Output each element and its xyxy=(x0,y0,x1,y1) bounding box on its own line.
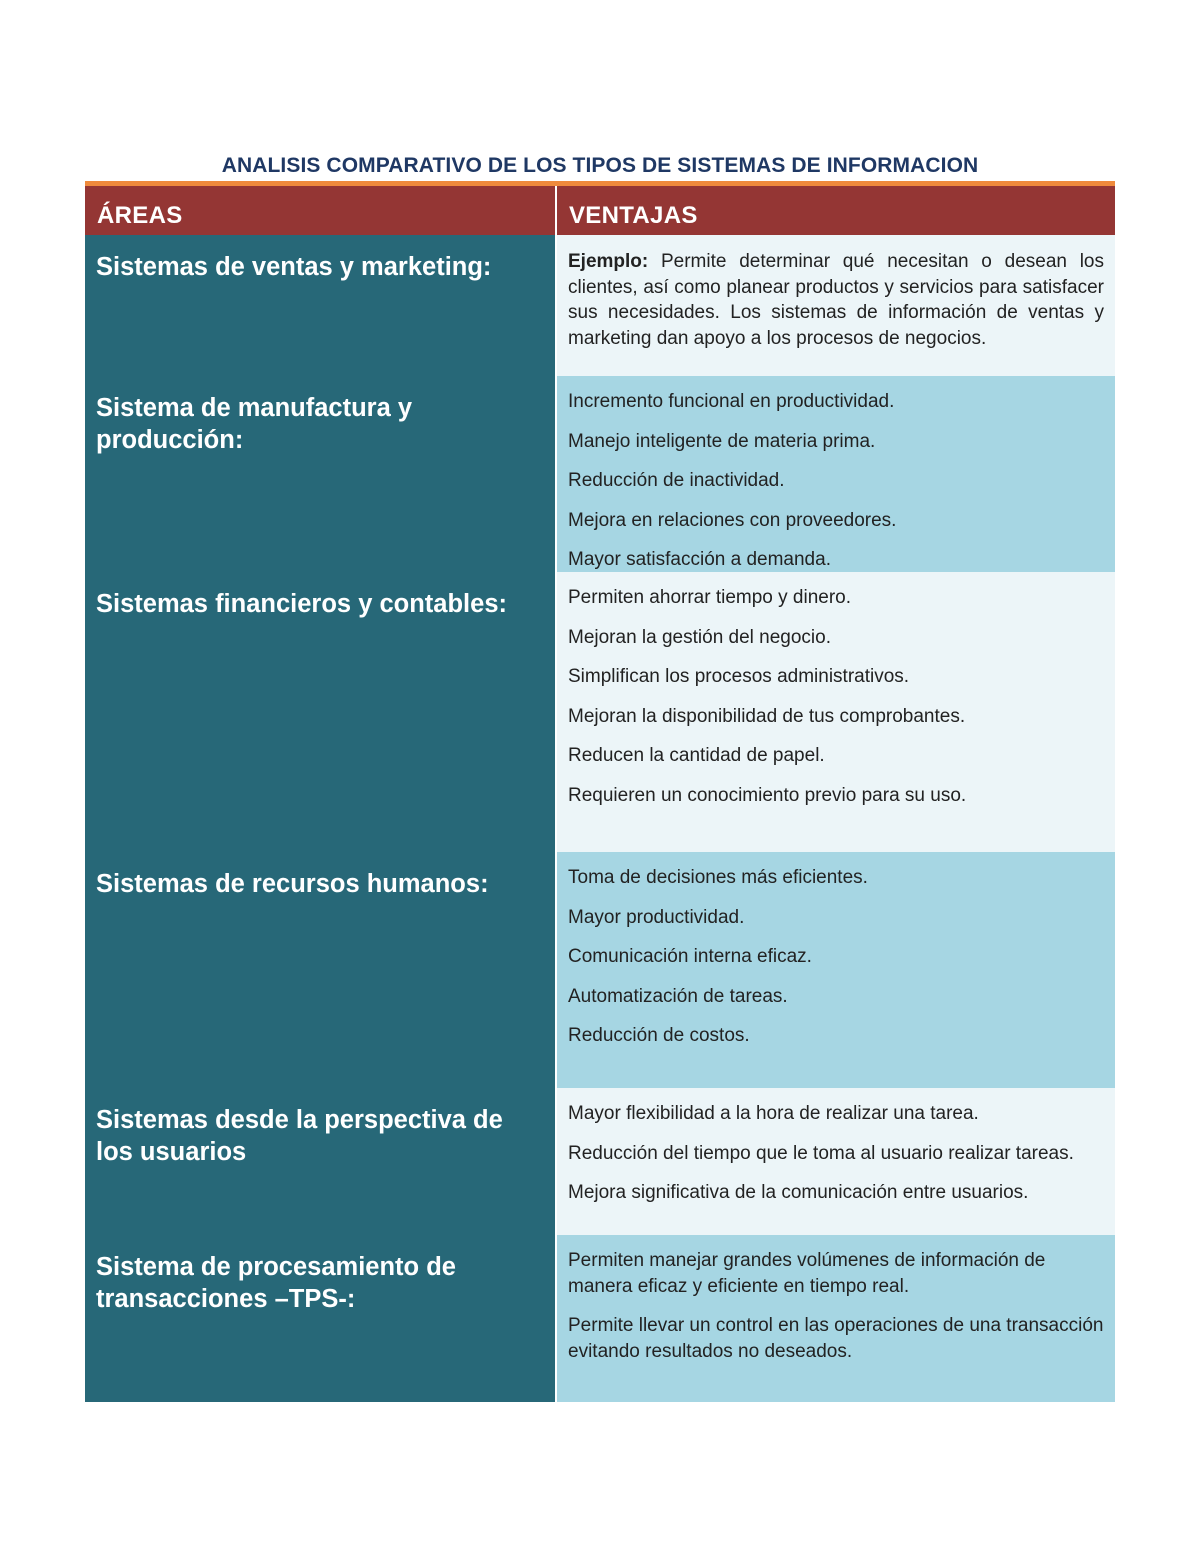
advantage-item: Mayor flexibilidad a la hora de realizar una tarea. xyxy=(568,1103,979,1124)
advantage-item: Toma de decisiones más eficientes. xyxy=(568,867,868,888)
area-cell: Sistemas financieros y contables: xyxy=(85,572,557,852)
document-title: ANALISIS COMPARATIVO DE LOS TIPOS DE SISTEMAS DE INFORMACION xyxy=(221,154,979,177)
advantages-cell xyxy=(557,1235,1115,1402)
advantage-item: Mayor productividad. xyxy=(568,906,745,928)
header-ventajas: VENTAJAS xyxy=(569,202,698,229)
advantage-item: Mejora en relaciones con proveedores. xyxy=(568,509,897,531)
advantage-item: Reducción del tiempo que le toma al usuario realizar tareas. xyxy=(568,1142,1074,1164)
example-paragraph xyxy=(568,249,1104,351)
area-cell: Sistema de procesamiento de transacciones –TPS-: xyxy=(85,1235,557,1402)
advantage-item: Mayor satisfacción a demanda. xyxy=(568,549,831,570)
area-cell: Sistemas de recursos humanos: xyxy=(85,852,557,1088)
advantage-item: Mejoran la disponibilidad de tus comprobantes. xyxy=(568,705,966,727)
area-cell: Sistemas desde la perspectiva de los usuarios xyxy=(85,1088,557,1235)
header-areas: ÁREAS xyxy=(85,186,557,235)
advantage-item: Permiten manejar grandes volúmenes de información de manera eficaz y eficiente en tiempo real. xyxy=(568,1250,1046,1297)
advantage-item: Automatización de tareas. xyxy=(568,985,788,1007)
advantage-item: Comunicación interna eficaz. xyxy=(568,946,812,967)
advantages-cell xyxy=(557,235,1115,376)
advantage-item: Requieren un conocimiento previo para su uso. xyxy=(568,784,967,806)
area-cell: Sistemas de ventas y marketing: xyxy=(85,235,557,376)
advantage-item: Reducción de inactividad. xyxy=(568,470,785,491)
advantage-item: Permiten ahorrar tiempo y dinero. xyxy=(568,587,852,608)
advantage-item: Permite llevar un control en las operaciones de una transacción evitando resultados no deseados. xyxy=(568,1315,1104,1362)
table-row xyxy=(85,852,1115,1088)
table-row xyxy=(85,235,1115,376)
comparison-table xyxy=(85,181,1115,1402)
advantages-cell xyxy=(557,852,1115,1088)
table-row xyxy=(85,376,1115,572)
table-header xyxy=(85,186,1115,235)
advantages-cell xyxy=(557,1088,1115,1235)
table-row xyxy=(85,1235,1115,1402)
example-label: Ejemplo: xyxy=(568,251,649,272)
advantage-item: Manejo inteligente de materia prima. xyxy=(568,430,876,452)
advantage-item: Simplifican los procesos administrativos. xyxy=(568,666,910,687)
advantages-cell xyxy=(557,572,1115,852)
advantage-item: Mejoran la gestión del negocio. xyxy=(568,626,832,648)
table-row xyxy=(85,572,1115,852)
advantage-item: Incremento funcional en productividad. xyxy=(568,391,895,412)
area-cell: Sistema de manufactura y producción: xyxy=(85,376,557,572)
example-text: Permite determinar qué necesitan o desean los clientes, así como planear productos y servicios para satisfacer sus necesidades. Los sistemas de información de ventas y marketing dan apoyo a los procesos de negocios. xyxy=(568,251,1104,349)
advantage-item: Reducen la cantidad de papel. xyxy=(568,745,825,766)
advantages-cell xyxy=(557,376,1115,572)
table-row xyxy=(85,1088,1115,1235)
advantage-item: Mejora significativa de la comunicación entre usuarios. xyxy=(568,1182,1029,1203)
advantage-item: Reducción de costos. xyxy=(568,1025,750,1046)
